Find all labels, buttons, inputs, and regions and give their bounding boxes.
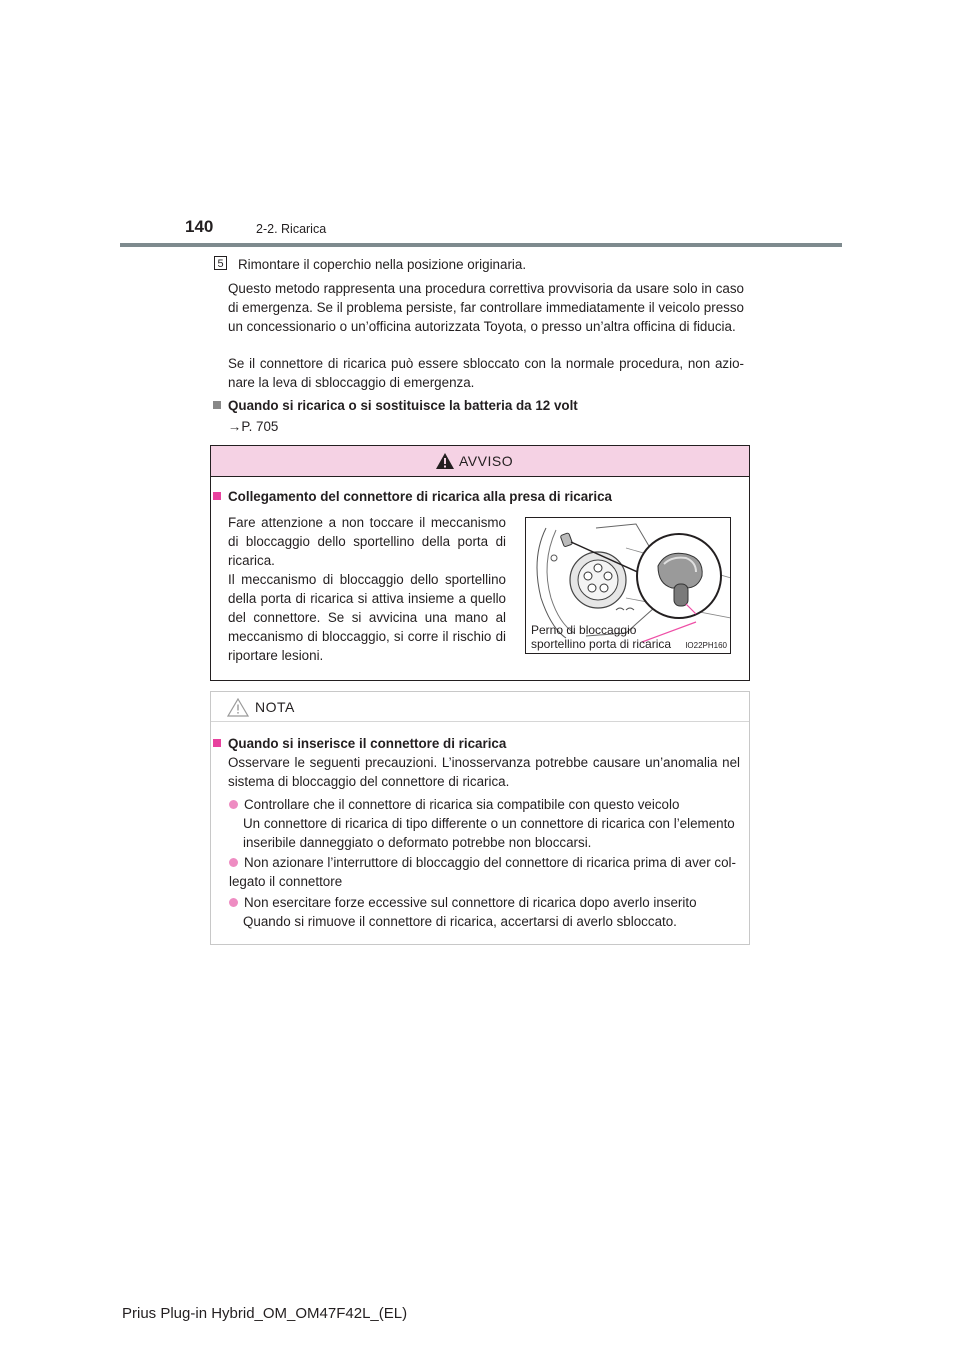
- note-item-text: Un connettore di ricarica di tipo differente o un connettore di ricarica con l’elemento inseribile danneggiato o deformato potrebbe non bloccarsi.: [243, 816, 735, 850]
- caution-triangle-outline-icon: [227, 698, 249, 717]
- warning-heading: Collegamento del connettore di ricarica alla presa di ricarica: [213, 487, 743, 506]
- header-rule: [120, 243, 842, 247]
- note-intro: Osservare le seguenti precauzioni. L’inosservanza potrebbe causare un’anomalia nel sistema di bloccaggio del connettore di ricarica.: [228, 755, 740, 789]
- bullet-icon: [229, 858, 238, 867]
- heading-square-icon: [213, 739, 221, 747]
- figure-code: IO22PH160: [685, 641, 727, 650]
- footer-manual-id: Prius Plug-in Hybrid_OM_OM47F42L_(EL): [122, 1305, 408, 1322]
- page-reference-link[interactable]: →P. 705: [228, 419, 279, 434]
- paragraph-emergency-method: Questo metodo rappresenta una procedura correttiva provvisoria da usare solo in caso di emergenza. Se il problema persiste, far controllare immediatamente il veicolo presso un concessionario o un’officina autorizzata Toyota, o presso un’altra officina di fiducia.: [228, 281, 744, 334]
- subheading-12v-battery: Quando si ricarica o si sostituisce la batteria da 12 volt: [213, 396, 743, 415]
- note-item-text: Quando si rimuove il connettore di ricarica, accertarsi di averlo sbloccato.: [243, 914, 677, 929]
- note-heading: Quando si inserisce il connettore di ricarica: [213, 734, 743, 753]
- warning-triangle-icon: [435, 452, 455, 470]
- heading-square-icon: [213, 401, 221, 409]
- warning-paragraph-1: Fare attenzione a non toccare il meccanismo di bloccaggio dello sportellino della porta di ricarica.: [228, 515, 506, 568]
- paragraph-normal-unlock: Se il connettore di ricarica può essere sbloccato con la normale procedura, non azio-nare la leva di sbloccaggio di emergenza.: [228, 356, 744, 390]
- warning-title: AVVISO: [459, 453, 514, 469]
- bullet-icon: [229, 800, 238, 809]
- note-title: NOTA: [255, 699, 295, 715]
- step-text: Rimontare il coperchio nella posizione originaria.: [238, 257, 527, 272]
- step-number-box: 5: [214, 256, 227, 270]
- warning-paragraph-2: Il meccanismo di bloccaggio dello sportellino della porta di ricarica si attiva insieme a quello del connettore. Se si avvicina una mano al meccanismo di bloccaggio, si corre il rischio di riportare lesioni.: [228, 572, 506, 663]
- bullet-icon: [229, 898, 238, 907]
- charge-port-illustration: [525, 517, 731, 654]
- note-list-item: Non azionare l’interruttore di bloccaggio del connettore di ricarica prima di aver col-legato il connettore: [229, 855, 736, 889]
- note-header: [211, 692, 749, 722]
- note-list-item: Non esercitare forze eccessive sul connettore di ricarica dopo averlo inserito: [229, 893, 745, 912]
- warning-header: [211, 446, 749, 477]
- note-list-item: Controllare che il connettore di ricarica sia compatibile con questo veicolo: [229, 795, 745, 814]
- section-title: 2-2. Ricarica: [256, 222, 327, 236]
- heading-square-icon: [213, 492, 221, 500]
- page-number: 140: [185, 217, 214, 236]
- figure-callout-label: Perno di bloccaggio sportellino porta di ricarica: [531, 623, 672, 651]
